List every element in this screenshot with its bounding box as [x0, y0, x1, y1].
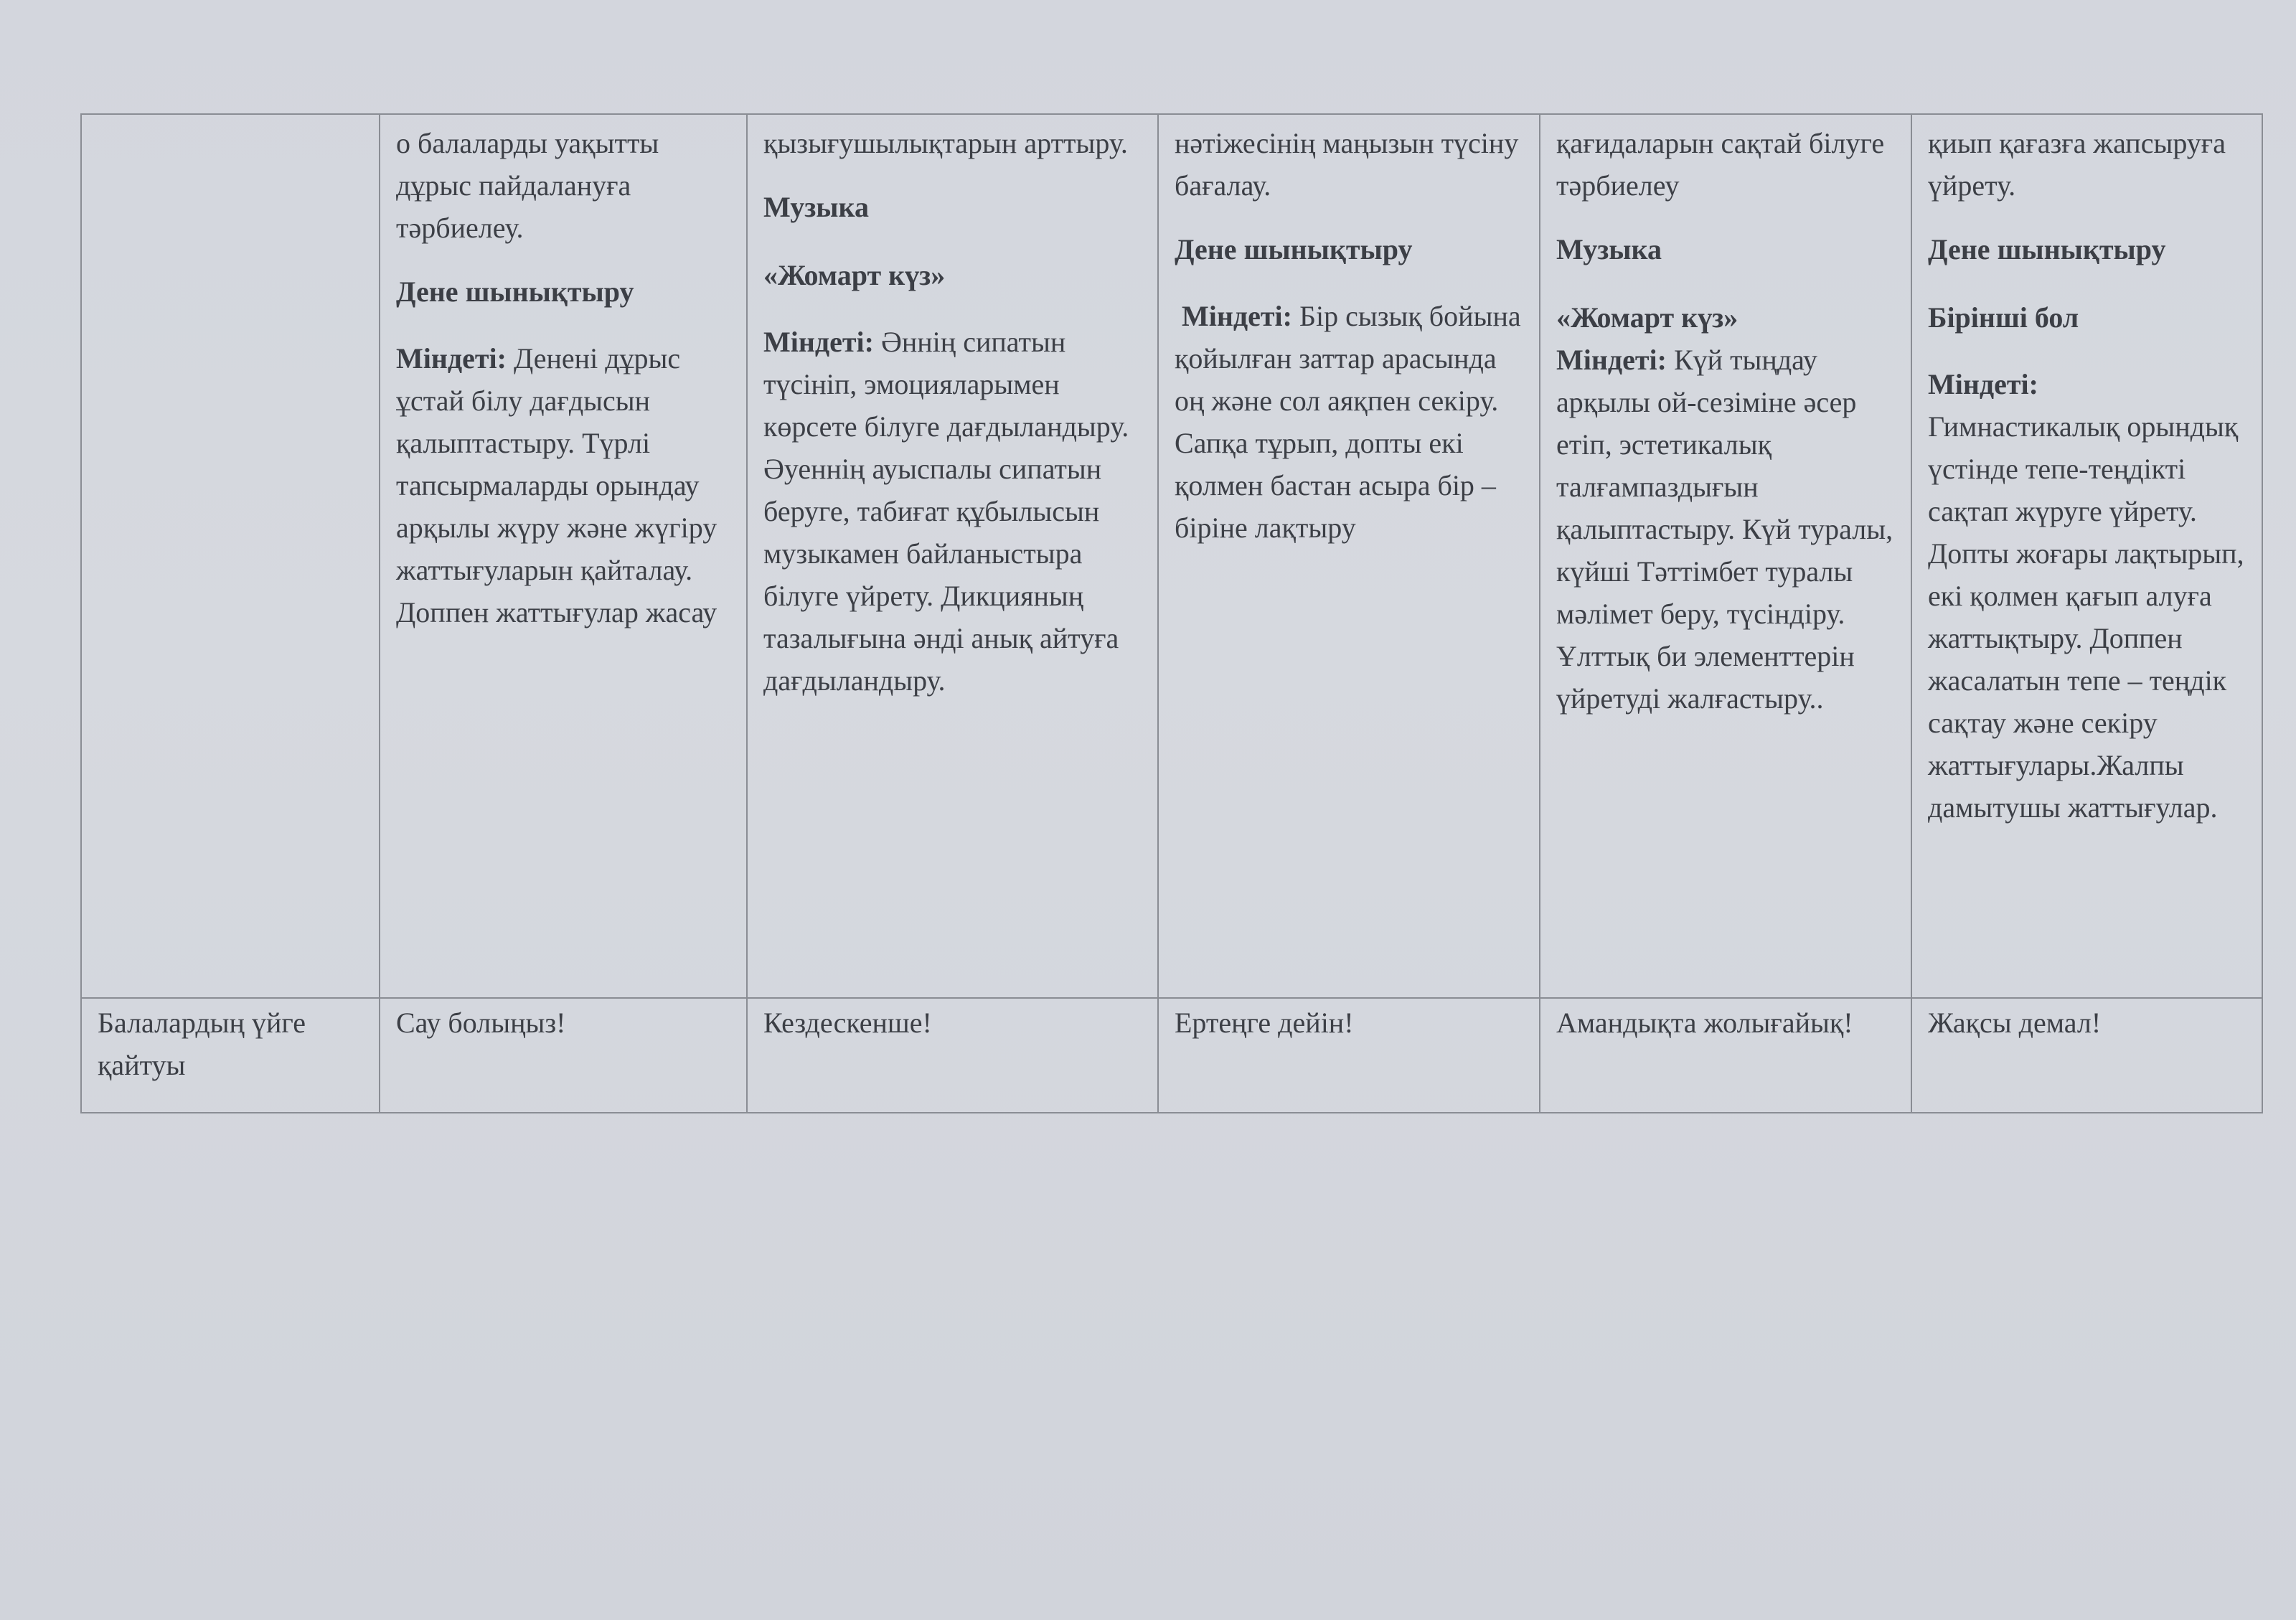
task-text: Гимнастикалық орындық үстінде тепе-теңдікті сақтап жүруге үйрету. Допты жоғары лақтырып, екі қолмен қағып алуға жаттықтыру. Доппен жасалатын тепе – теңдік сақтау және секіру жаттығулары.Жалпы дамытушы жаттығулар. — [1928, 410, 2244, 824]
farewell-cell-1: Сау болыңыз! — [380, 998, 747, 1113]
return-home-row — [81, 998, 2262, 1113]
farewell-cell-2: Кездескенше! — [747, 998, 1158, 1113]
lead-text: о балаларды уақытты дұрыс пайдалануға тәрбиелеу. — [396, 127, 659, 244]
task-paragraph — [1928, 363, 2246, 829]
task-label: Міндеті: — [763, 326, 874, 358]
task-text: Денені дұрыс ұстай білу дағдысын қалыптастыру. Түрлі тапсырмаларды орындау арқылы жүру және жүгіру жаттығуларын қайталау. Доппен жаттығулар жасау — [396, 342, 718, 628]
lesson-title: Дене шынықтыру — [396, 276, 634, 308]
lead-text: қиып қағазға жапсыруға үйрету. — [1928, 127, 2226, 202]
lesson-subtitle: «Жомарт күз» — [1556, 301, 1739, 334]
lesson-subtitle: Бірінші бол — [1928, 301, 2079, 334]
day-cell-3 — [1158, 114, 1540, 998]
return-row-label: Балалардың үйге қайтуы — [81, 998, 380, 1113]
lesson-title: Музыка — [1556, 233, 1662, 265]
lesson-title: Дене шынықтыру — [1928, 233, 2166, 265]
lesson-title: Музыка — [763, 191, 869, 223]
day-cell-1 — [380, 114, 747, 998]
lead-text: қызығушылықтарын арттыру. — [763, 127, 1128, 159]
task-text: Күй тыңдау арқылы ой-сезіміне әсер етіп, эстетикалық талғампаздығын қалыптастыру. Күй туралы, күйші Тәттімбет туралы мәлімет беру, түсіндіру. Ұлттық би элементтерін үйретуді жалғастыру.. — [1556, 344, 1893, 715]
row-header-empty — [81, 114, 380, 998]
task-label: Міндеті: — [1182, 300, 1292, 332]
farewell-cell-3: Ертеңге дейін! — [1158, 998, 1540, 1113]
farewell-cell-5: Жақсы демал! — [1911, 998, 2262, 1113]
lesson-title: Дене шынықтыру — [1175, 233, 1413, 265]
task-text: Бір сызық бойына қойылған заттар арасында оң және сол аяқпен секіру. Сапқа тұрып, допты екі қолмен бастан асыра бір – біріне лақтыру — [1175, 300, 1521, 544]
task-paragraph — [1175, 295, 1523, 549]
lesson-subtitle: «Жомарт күз» — [763, 259, 946, 291]
schedule-table-wrap — [80, 113, 2262, 1113]
activities-row — [81, 114, 2262, 998]
schedule-table — [80, 113, 2263, 1113]
day-cell-5 — [1911, 114, 2262, 998]
day-cell-4 — [1540, 114, 1911, 998]
day-cell-2 — [747, 114, 1158, 998]
task-label: Міндеті: — [1556, 344, 1667, 376]
farewell-cell-4: Амандықта жолығайық! — [1540, 998, 1911, 1113]
task-label: Міндеті: — [396, 342, 507, 375]
lead-text: қағидаларын сақтай білуге тәрбиелеу — [1556, 127, 1885, 202]
lead-text: нәтіжесінің маңызын түсіну бағалау. — [1175, 127, 1519, 202]
task-paragraph — [396, 337, 730, 634]
task-text: Әннің сипатын түсініп, эмоцияларымен көрсете білуге дағдыландыру. Әуеннің ауыспалы сипатын беруге, табиғат құбылысын музыкамен байланыстыра білуге үйрету. Дикцияның тазалығына әнді анық айтуға дағдыландыру. — [763, 326, 1129, 697]
task-paragraph — [1556, 339, 1895, 720]
task-label: Міндеті: — [1928, 368, 2038, 400]
task-paragraph — [763, 321, 1142, 702]
